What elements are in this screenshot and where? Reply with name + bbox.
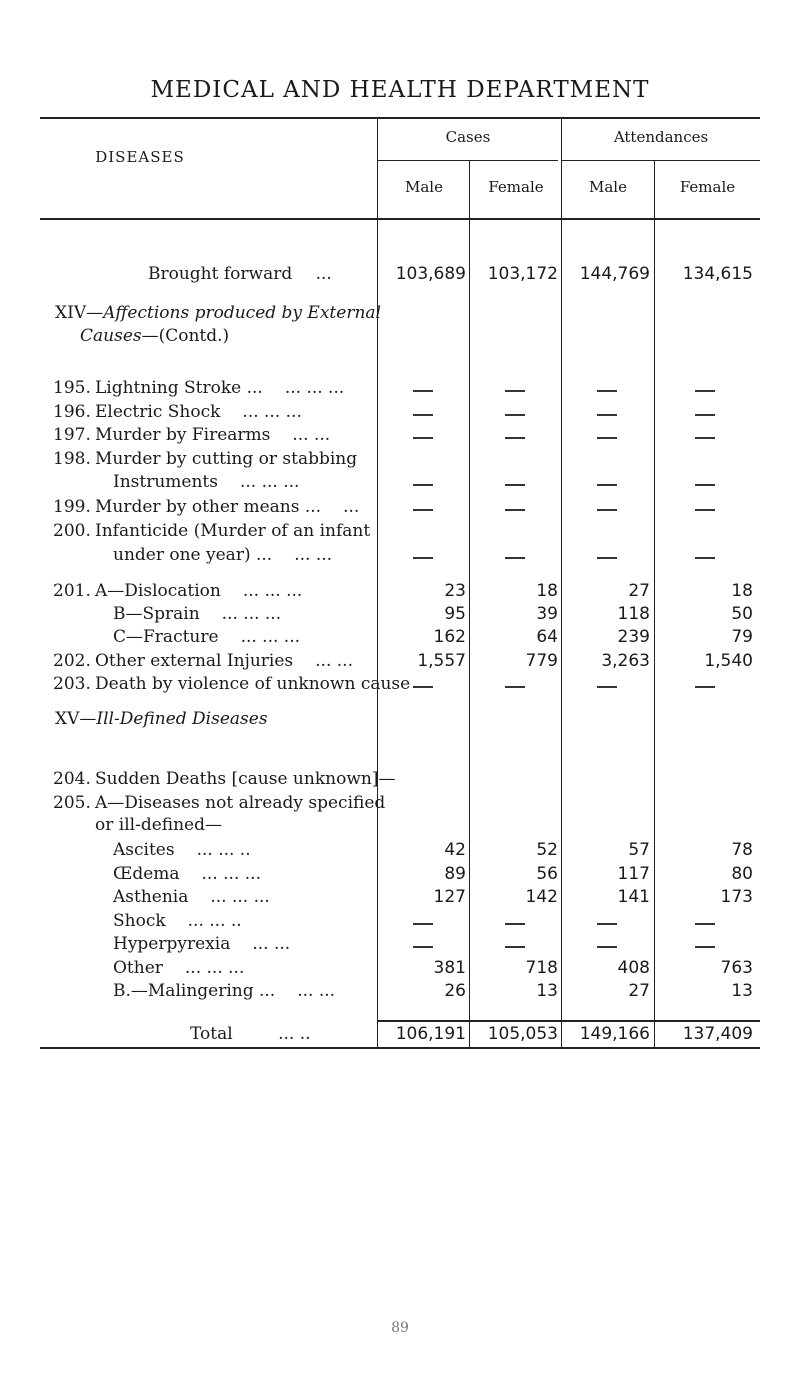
row-number: 198. xyxy=(53,449,91,469)
empty-dash xyxy=(695,923,715,925)
cell-value: 18 xyxy=(536,581,558,601)
header-attendances: Attendances xyxy=(613,128,709,146)
row-number: 195. xyxy=(53,378,91,398)
empty-dash xyxy=(413,946,433,948)
section-xiv-heading-2 xyxy=(80,326,229,346)
bf-cases-male: 103,689 xyxy=(395,264,466,284)
cell-value: 408 xyxy=(617,958,650,978)
cell-value: 127 xyxy=(433,887,466,907)
cases-sub-rule xyxy=(378,160,558,161)
section-xiv-contd: —(Contd.) xyxy=(141,326,230,346)
attend-sub-rule xyxy=(562,160,760,161)
row-dots: ... ... ... xyxy=(201,864,261,884)
cell-value: 56 xyxy=(536,864,558,884)
empty-dash xyxy=(695,437,715,439)
empty-dash xyxy=(505,484,525,486)
cell-value: 718 xyxy=(525,958,558,978)
row-dots: ... ... xyxy=(294,545,333,565)
row-label-text: A—Dislocation xyxy=(95,581,221,601)
cell-value: 27 xyxy=(628,581,650,601)
empty-dash xyxy=(597,557,617,559)
cell-value: 80 xyxy=(731,864,753,884)
cell-value: 779 xyxy=(525,651,558,671)
cell-value: 1,557 xyxy=(417,651,466,671)
row-label xyxy=(95,521,370,541)
cell-value: 173 xyxy=(720,887,753,907)
cell-value: 27 xyxy=(628,981,650,1001)
row-dots: ... ... ... xyxy=(210,887,270,907)
header-attend-female: Female xyxy=(679,178,736,196)
cell-value: 13 xyxy=(536,981,558,1001)
row-label xyxy=(113,864,261,884)
row-label-text: Death by violence of unknown cause xyxy=(95,674,411,694)
total-rule xyxy=(378,1020,760,1022)
cell-value: 763 xyxy=(720,958,753,978)
empty-dash xyxy=(597,923,617,925)
page-number: 89 xyxy=(391,1320,409,1336)
empty-dash xyxy=(505,686,525,688)
empty-dash xyxy=(413,414,433,416)
section-xiv-causes: Causes xyxy=(80,326,142,346)
header-cases-female: Female xyxy=(488,178,544,196)
empty-dash xyxy=(597,509,617,511)
empty-dash xyxy=(505,414,525,416)
empty-dash xyxy=(695,484,715,486)
total-attend-female: 137,409 xyxy=(682,1024,753,1044)
row-label-text: Asthenia xyxy=(113,887,189,907)
empty-dash xyxy=(413,437,433,439)
cell-value: 95 xyxy=(444,604,466,624)
row-label xyxy=(95,402,302,422)
cell-value: 78 xyxy=(731,840,753,860)
header-diseases: DISEASES xyxy=(95,148,185,166)
row-label xyxy=(95,425,330,445)
row-label-text: Shock xyxy=(113,911,166,931)
total-cases-male: 106,191 xyxy=(395,1024,466,1044)
row-number: 201. xyxy=(53,581,91,601)
cell-value: 57 xyxy=(628,840,650,860)
row-number: 199. xyxy=(53,497,91,517)
cell-value: 117 xyxy=(617,864,650,884)
row-label-text: C—Fracture xyxy=(113,627,219,647)
empty-dash xyxy=(505,946,525,948)
cell-value: 42 xyxy=(444,840,466,860)
header-attend-male: Male xyxy=(589,178,627,196)
row-label-text: Œdema xyxy=(113,864,180,884)
page-title: MEDICAL AND HEALTH DEPARTMENT xyxy=(150,77,650,103)
cell-value: 162 xyxy=(433,627,466,647)
empty-dash xyxy=(505,390,525,392)
cell-value: 118 xyxy=(617,604,650,624)
row-label xyxy=(113,934,290,954)
row-label: Sudden Deaths [cause unknown]— xyxy=(95,769,396,789)
total-label xyxy=(190,1024,311,1044)
row-label-text: Infanticide (Murder of an infant xyxy=(95,521,371,541)
row-dots: ... xyxy=(343,497,360,517)
row-dots: ... ... ... xyxy=(242,402,302,422)
empty-dash xyxy=(597,484,617,486)
empty-dash xyxy=(413,484,433,486)
header-cases: Cases xyxy=(445,128,491,146)
brought-forward-dots: ... xyxy=(315,264,332,284)
row-number: 204. xyxy=(53,769,91,789)
cell-value: 39 xyxy=(536,604,558,624)
header-bottom-rule xyxy=(40,218,760,220)
row-label xyxy=(113,911,242,931)
section-xv-numeral: XV— xyxy=(55,709,97,729)
empty-dash xyxy=(505,509,525,511)
top-rule xyxy=(40,117,760,119)
row-label-text: Ascites xyxy=(113,840,175,860)
cell-value: 381 xyxy=(433,958,466,978)
row-label-text: Other xyxy=(113,958,163,978)
row-label xyxy=(113,840,251,860)
row-label-cont: or ill-defined— xyxy=(95,815,222,835)
empty-dash xyxy=(505,923,525,925)
cell-value: 18 xyxy=(731,581,753,601)
cell-value: 239 xyxy=(617,627,650,647)
row-label-text: Murder by cutting or stabbing xyxy=(95,449,358,469)
row-label xyxy=(95,674,410,694)
section-xiv-title: Affections produced by External xyxy=(103,303,381,323)
bottom-rule xyxy=(40,1047,760,1049)
cell-value: 79 xyxy=(731,627,753,647)
row-label xyxy=(113,604,281,624)
row-dots: ... ... ... xyxy=(239,472,300,492)
bf-cases-female: 103,172 xyxy=(487,264,558,284)
row-number: 200. xyxy=(53,521,91,541)
row-dots: ... ... xyxy=(315,651,353,671)
row-label xyxy=(95,497,359,517)
empty-dash xyxy=(413,923,433,925)
bf-attend-female: 134,615 xyxy=(682,264,753,284)
empty-dash xyxy=(597,946,617,948)
total-dots: ... .. xyxy=(278,1024,311,1044)
row-label xyxy=(95,581,302,601)
empty-dash xyxy=(505,557,525,559)
cell-value: 3,263 xyxy=(601,651,650,671)
cell-value: 26 xyxy=(444,981,466,1001)
row-dots: ... ... ... xyxy=(221,604,282,624)
empty-dash xyxy=(597,686,617,688)
empty-dash xyxy=(597,437,617,439)
empty-dash xyxy=(695,414,715,416)
empty-dash xyxy=(413,509,433,511)
row-label-text-2: Instruments xyxy=(113,472,218,492)
row-number: 197. xyxy=(53,425,91,445)
empty-dash xyxy=(413,557,433,559)
row-label-text: B—Sprain xyxy=(113,604,200,624)
row-label: A—Diseases not already specified xyxy=(95,793,386,813)
row-dots: ... ... .. xyxy=(187,911,242,931)
empty-dash xyxy=(695,686,715,688)
row-number: 203. xyxy=(53,674,91,694)
row-label-text: Murder by Firearms xyxy=(95,425,271,445)
empty-dash xyxy=(413,390,433,392)
cell-value: 50 xyxy=(731,604,753,624)
row-label-text: Hyperpyrexia xyxy=(113,934,231,954)
brought-forward-text: Brought forward xyxy=(148,264,293,284)
row-label xyxy=(113,981,335,1001)
empty-dash xyxy=(597,414,617,416)
row-label xyxy=(95,449,357,469)
row-number: 196. xyxy=(53,402,91,422)
row-dots: ... ... xyxy=(292,425,331,445)
total-text: Total xyxy=(190,1024,233,1044)
total-cases-female: 105,053 xyxy=(487,1024,558,1044)
row-number: 205. xyxy=(53,793,91,813)
row-label-cont xyxy=(113,545,332,565)
section-xv-title: Ill-Defined Diseases xyxy=(96,709,268,729)
row-number: 202. xyxy=(53,651,91,671)
empty-dash xyxy=(695,390,715,392)
brought-forward-label xyxy=(148,264,332,284)
section-xiv-heading xyxy=(55,303,381,323)
row-label xyxy=(95,378,344,398)
row-dots: ... ... xyxy=(252,934,291,954)
header-cases-male: Male xyxy=(405,178,443,196)
empty-dash xyxy=(695,557,715,559)
row-label-text: Lightning Stroke ... xyxy=(95,378,263,398)
total-attend-male: 149,166 xyxy=(579,1024,650,1044)
row-label-text: Other external Injuries xyxy=(95,651,294,671)
section-xiv-numeral: XIV— xyxy=(55,303,104,323)
row-label xyxy=(113,887,270,907)
section-xv-heading xyxy=(55,709,268,729)
cell-value: 89 xyxy=(444,864,466,884)
cell-value: 64 xyxy=(536,627,558,647)
empty-dash xyxy=(695,946,715,948)
empty-dash xyxy=(505,437,525,439)
row-dots: ... ... xyxy=(297,981,336,1001)
cell-value: 13 xyxy=(731,981,753,1001)
row-label-cont xyxy=(113,472,299,492)
row-dots: ... ... ... xyxy=(240,627,301,647)
cell-value: 142 xyxy=(525,887,558,907)
row-label-text: Murder by other means ... xyxy=(95,497,322,517)
row-label-text: Electric Shock xyxy=(95,402,221,422)
cell-value: 1,540 xyxy=(704,651,753,671)
row-dots: ... ... ... xyxy=(284,378,345,398)
bf-attend-male: 144,769 xyxy=(579,264,650,284)
row-dots: ... ... ... xyxy=(242,581,303,601)
cell-value: 141 xyxy=(617,887,650,907)
row-label-text: B.—Malingering ... xyxy=(113,981,276,1001)
empty-dash xyxy=(413,686,433,688)
cell-value: 23 xyxy=(444,581,466,601)
row-label xyxy=(113,627,300,647)
cell-value: 52 xyxy=(536,840,558,860)
empty-dash xyxy=(695,509,715,511)
row-label-text-2: under one year) ... xyxy=(113,545,273,565)
row-label xyxy=(95,651,353,671)
row-label xyxy=(113,958,244,978)
row-dots: ... ... ... xyxy=(184,958,245,978)
empty-dash xyxy=(597,390,617,392)
row-dots: ... ... .. xyxy=(196,840,251,860)
